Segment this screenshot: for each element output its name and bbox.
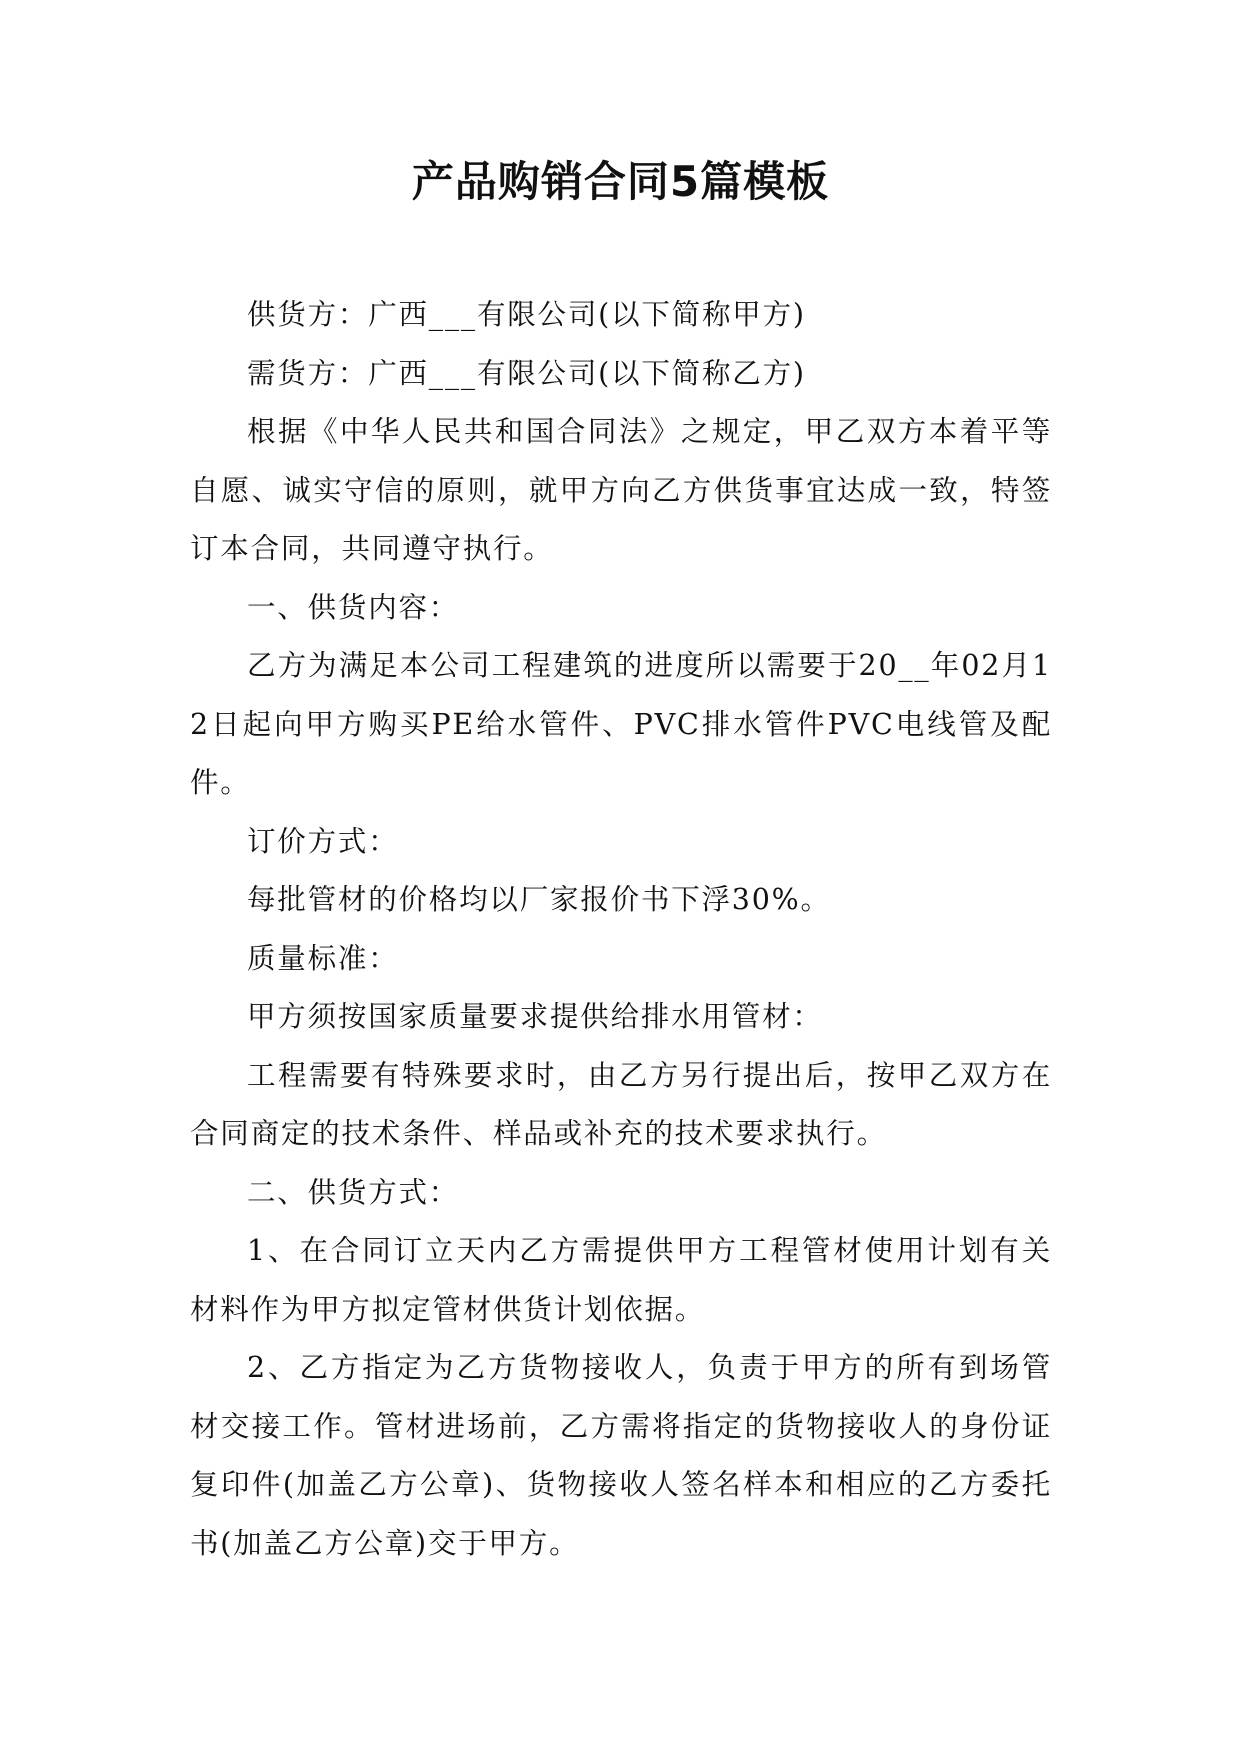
paragraph-pricing: 每批管材的价格均以厂家报价书下浮30%。: [247, 883, 831, 916]
section-heading-supply-method: 二、供货方式：: [247, 1175, 460, 1209]
paragraph-supply-method-2: 2、乙方指定为乙方货物接收人，负责于甲方的所有到场管材交接工作。管材进场前，乙方需将指定的货物接收人的身份证复印件(加盖乙方公章)、货物接收人签名样本和相应的乙方委托书(加盖乙方公章)交于甲方。: [190, 1351, 1052, 1560]
document-body: [190, 286, 1052, 1573]
section-heading-supply-content: 一、供货内容：: [247, 590, 460, 624]
paragraph-supply-content: 乙方为满足本公司工程建筑的进度所以需要于20__年02月12日起向甲方购买PE给水管件、PVC排水管件PVC电线管及配件。: [190, 649, 1052, 799]
subheading-pricing: 订价方式：: [247, 824, 399, 858]
paragraph-preamble: 根据《中华人民共和国合同法》之规定，甲乙双方本着平等自愿、诚实守信的原则，就甲方向乙方供货事宜达成一致，特签订本合同，共同遵守执行。: [190, 415, 1052, 565]
document-title: 产品购销合同5篇模板: [411, 157, 830, 206]
paragraph-quality-2: 工程需要有特殊要求时，由乙方另行提出后，按甲乙双方在合同商定的技术条件、样品或补充的技术要求执行。: [190, 1058, 1052, 1150]
paragraph-supplier: 供货方：广西___有限公司(以下简称甲方): [247, 298, 806, 331]
paragraph-buyer: 需货方：广西___有限公司(以下简称乙方): [247, 356, 806, 390]
subheading-quality: 质量标准：: [247, 941, 399, 975]
paragraph-quality-1: 甲方须按国家质量要求提供给排水用管材：: [247, 1000, 823, 1033]
paragraph-supply-method-1: 1、在合同订立天内乙方需提供甲方工程管材使用计划有关材料作为甲方拟定管材供货计划依据。: [190, 1234, 1052, 1326]
